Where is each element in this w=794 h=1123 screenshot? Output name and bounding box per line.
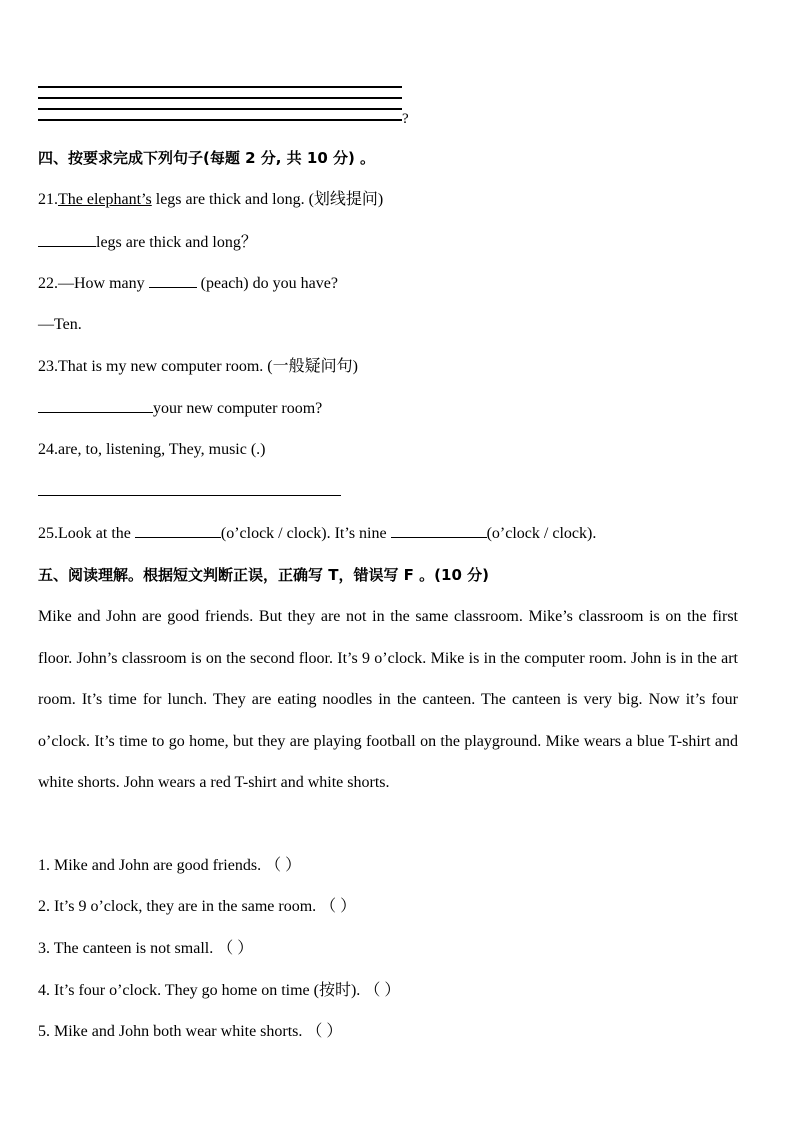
question-25-part2: (o’clock / clock). It’s nine <box>220 525 391 542</box>
question-24-text: are, to, listening, They, music (.) <box>58 441 266 458</box>
question-25-part3: (o’clock / clock). <box>486 525 597 542</box>
question-25-part1: Look at the <box>58 525 135 542</box>
section4-heading: 四、按要求完成下列句子(每题 2 分, 共 10 分) 。 <box>38 149 376 167</box>
question-24-answer <box>38 481 341 502</box>
tf-question-1 <box>38 856 301 876</box>
tf-question-2 <box>38 897 356 917</box>
tf-question-5 <box>38 1022 342 1042</box>
question-22-reply: —Ten. <box>38 316 82 333</box>
question-23-answer-text: your new computer room? <box>153 400 323 417</box>
question-22 <box>38 273 338 294</box>
answer-line-2 <box>38 97 402 99</box>
question-21-text: legs are thick and long. (划线提问) <box>151 191 384 208</box>
answer-line-4 <box>38 119 402 121</box>
tf-question-4-text: 4. It’s four o’clock. They go home on time (按时). <box>38 982 361 999</box>
question-22-number: 22. <box>38 275 58 292</box>
answer-blank[interactable] <box>135 523 221 538</box>
answer-blank[interactable] <box>149 273 197 288</box>
answer-parentheses[interactable]: （ ） <box>306 1023 343 1040</box>
answer-blank[interactable] <box>391 523 487 538</box>
question-23-text: That is my new computer room. (一般疑问句) <box>58 358 358 375</box>
answer-parentheses[interactable]: （ ） <box>217 940 254 957</box>
tf-question-3-text: 3. The canteen is not small. <box>38 940 214 957</box>
answer-line-1 <box>38 86 402 88</box>
question-24-number: 24. <box>38 441 58 458</box>
question-21 <box>38 190 383 210</box>
tf-question-2-text: 2. It’s 9 o’clock, they are in the same room. <box>38 898 317 915</box>
question-24 <box>38 440 266 460</box>
question-23 <box>38 357 358 377</box>
answer-parentheses[interactable]: （ ） <box>320 898 357 915</box>
tf-question-5-text: 5. Mike and John both wear white shorts. <box>38 1023 303 1040</box>
answer-blank[interactable] <box>38 398 153 413</box>
tf-question-4 <box>38 981 400 1001</box>
question-25-number: 25. <box>38 525 58 542</box>
question-21-underlined: The elephant’s <box>58 191 152 208</box>
question-22-after: (peach) do you have? <box>196 275 338 292</box>
answer-parentheses[interactable]: （ ） <box>364 982 401 999</box>
section5-heading: 五、阅读理解。根据短文判断正误，正确写 T，错误写 F 。(10 分) <box>38 566 489 584</box>
question-23-number: 23. <box>38 358 58 375</box>
question-21-number: 21. <box>38 191 58 208</box>
question-25 <box>38 523 596 544</box>
reading-passage: Mike and John are good friends. But they are not in the same classroom. Mike’s classroom is on the first floor. John’s classroom is on the second floor. It’s 9 o’clock. Mike is in the computer room. John is in the art room. It’s time for lunch. They are eating noodles in the canteen. The canteen is very big. Now it’s four o’clock. It’s time to go home, but they are playing football on the playground. Mike wears a blue T-shirt and white shorts. John wears a red T-shirt and white shorts. <box>38 608 738 792</box>
question-21-answer <box>38 232 257 253</box>
answer-end-mark: ? <box>402 111 409 127</box>
question-23-answer <box>38 398 322 419</box>
question-22-before: —How many <box>58 275 149 292</box>
answer-blank[interactable] <box>38 481 341 496</box>
answer-blank[interactable] <box>38 232 96 247</box>
question-21-answer-text: legs are thick and long？ <box>96 234 257 251</box>
tf-question-3 <box>38 939 253 959</box>
answer-line-3 <box>38 108 402 110</box>
answer-parentheses[interactable]: （ ） <box>265 857 302 874</box>
tf-question-1-text: 1. Mike and John are good friends. <box>38 857 262 874</box>
